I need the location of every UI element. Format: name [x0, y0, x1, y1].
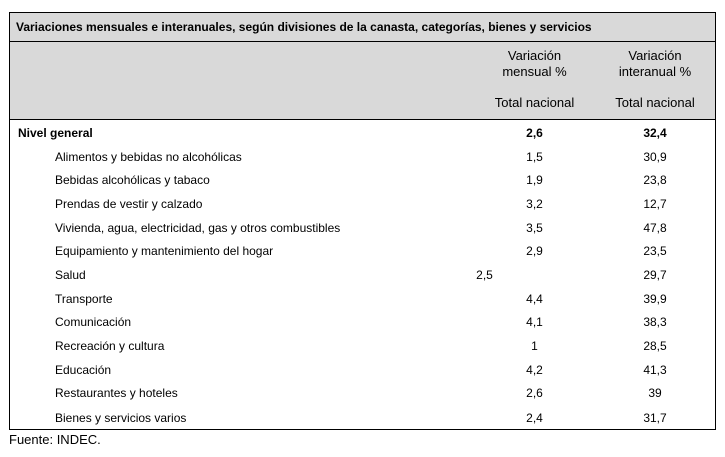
row-label: Equipamiento y mantenimiento del hogar: [55, 244, 274, 258]
table-header: [10, 42, 715, 120]
row-value-mensual: 2,9: [526, 244, 543, 258]
row-value-mensual: 2,6: [526, 386, 543, 400]
table-row: [10, 335, 715, 358]
row-value-mensual: 1: [531, 339, 538, 353]
column-header-interanual-line1: Variación: [628, 48, 682, 63]
row-label: Bienes y servicios varios: [55, 411, 187, 425]
row-label: Prendas de vestir y calzado: [55, 197, 203, 211]
row-value-interanual: 41,3: [643, 363, 667, 377]
table-row: [10, 193, 715, 216]
row-value-mensual: 2,5: [476, 268, 493, 282]
row-label: Alimentos y bebidas no alcohólicas: [55, 150, 242, 164]
row-value-mensual: 3,2: [526, 197, 543, 211]
column-subheader-mensual: Total nacional: [494, 95, 575, 110]
table-row: [10, 264, 715, 287]
row-value-mensual: 4,4: [526, 292, 543, 306]
row-value-interanual: 30,9: [643, 150, 667, 164]
row-value-interanual: 47,8: [643, 221, 667, 235]
row-value-interanual: 39: [648, 386, 662, 400]
row-label: Bebidas alcohólicas y tabaco: [55, 173, 210, 187]
table-row: [10, 217, 715, 240]
table-row: [10, 146, 715, 169]
row-label: Comunicación: [55, 315, 132, 329]
table-row: [10, 240, 715, 263]
column-header-interanual-line2: interanual %: [618, 64, 692, 79]
row-value-mensual: 4,2: [526, 363, 543, 377]
row-value-interanual: 39,9: [643, 292, 667, 306]
row-value-mensual: 4,1: [526, 315, 543, 329]
row-value-interanual: 29,7: [643, 268, 667, 282]
row-label: Recreación y cultura: [55, 339, 165, 353]
column-subheader-interanual: Total nacional: [615, 95, 695, 110]
table-row: [10, 359, 715, 382]
table-row: [10, 311, 715, 334]
column-header-mensual-line1: Variación: [507, 48, 562, 63]
column-header-mensual-line2: mensual %: [502, 64, 567, 79]
row-value-mensual: 2,4: [526, 411, 543, 425]
row-value-mensual: 1,9: [526, 173, 543, 187]
row-label: Nivel general: [18, 126, 93, 140]
table-title-bar: [10, 13, 715, 42]
row-label: Salud: [55, 268, 86, 282]
row-value-mensual: 3,5: [526, 221, 543, 235]
table-row: [10, 169, 715, 192]
row-label: Educación: [55, 363, 112, 377]
row-value-mensual: 2,6: [526, 126, 543, 140]
row-value-interanual: 28,5: [643, 339, 667, 353]
table-row: [10, 288, 715, 311]
table-title: Variaciones mensuales e interanuales, según divisiones de la canasta, categorías, bienes y servicios: [16, 20, 592, 34]
row-value-interanual: 12,7: [643, 197, 667, 211]
row-label: Transporte: [55, 292, 113, 306]
row-value-interanual: 23,8: [643, 173, 667, 187]
table-row-nivel-general: [10, 122, 715, 145]
row-value-interanual: 23,5: [643, 244, 667, 258]
row-value-interanual: 31,7: [643, 411, 667, 425]
row-label: Vivienda, agua, electricidad, gas y otros combustibles: [55, 221, 341, 235]
table-row: [10, 407, 715, 430]
data-table: [9, 12, 716, 430]
row-value-interanual: 38,3: [643, 315, 667, 329]
source-note: Fuente: INDEC.: [9, 432, 101, 447]
table-row: [10, 382, 715, 405]
row-label: Restaurantes y hoteles: [55, 386, 178, 400]
row-value-mensual: 1,5: [526, 150, 543, 164]
row-value-interanual: 32,4: [643, 126, 667, 140]
